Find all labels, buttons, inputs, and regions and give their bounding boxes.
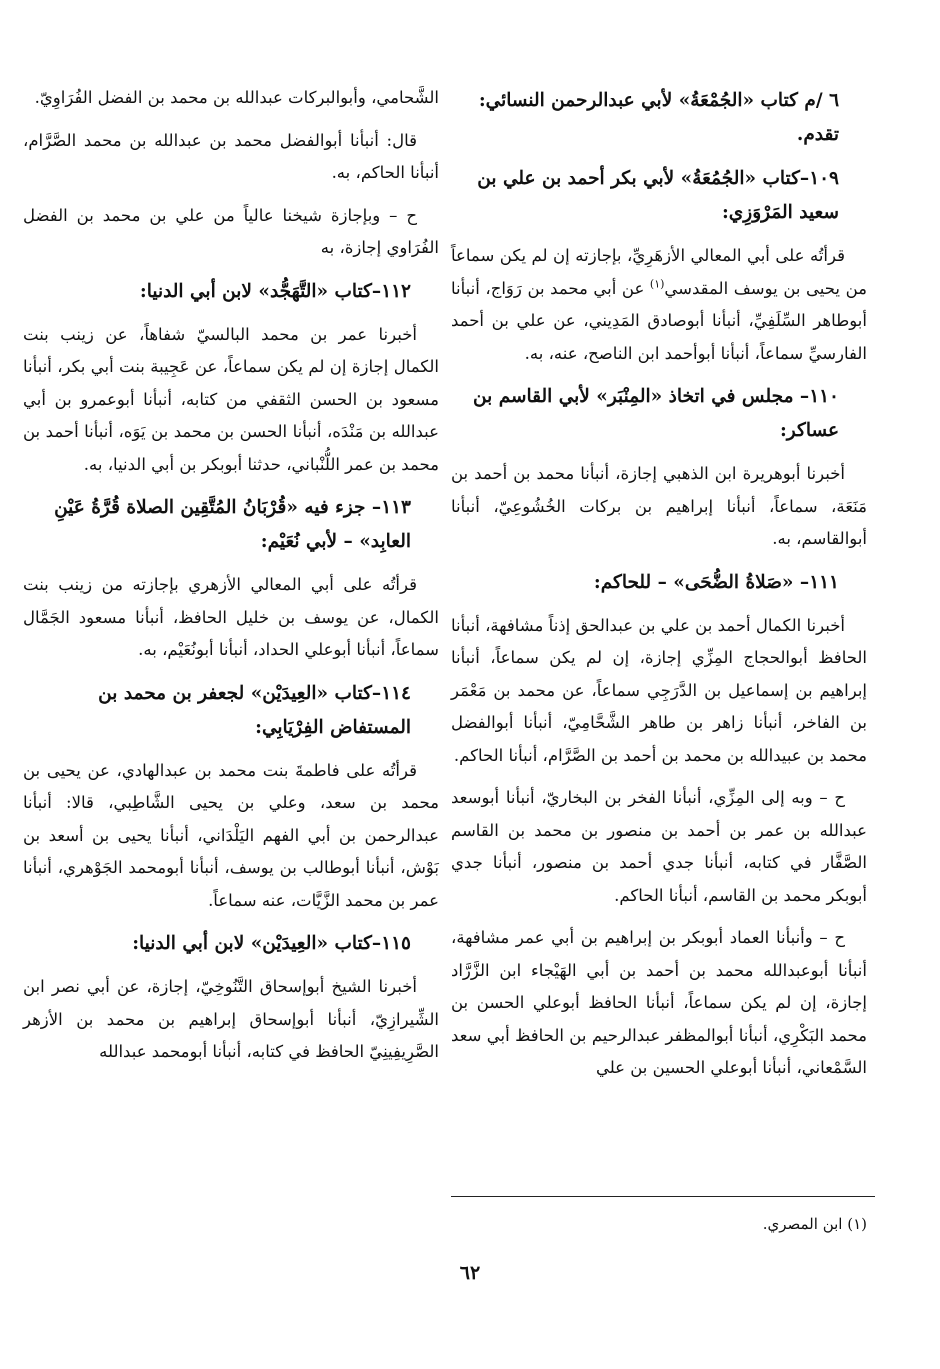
entry-111-text: أخبرنا الكمال أحمد بن علي بن عبدالحق إذناً مشافهة، أنبأنا الحافظ أبوالحجاج المِزِّي إجازة، إن لم يكن سماعاً، أنبأنا إبراهيم بن إسماعيل بن الدَّرَجِي سماعاً، عن محمد بن مَعْمَر بن الفاخر، أنبأنا زاهر بن طاهر الشَّحَّامِيّ، أنبأنا أبوالفضل محمد بن عبيدالله بن محمد بن أحمد بن الصَّرَّام، أنبأنا الحاكم. (451, 615, 867, 765)
left-column (23, 82, 439, 1079)
entry-109-text-a: قرأتُه على أبي المعالي الأزهَرِيِّ، بإجازته إن لم يكن سماعاً من يحيى بن يوسف المقدسي (451, 246, 867, 298)
footnote-divider (451, 1196, 875, 1197)
entry-113-heading: ١١٣– جزء فيه «قُرْبَانُ المُتَّقِين الصلاة قُرَّةُ عَيْنِ العابِد» – لأبي نُعَيْم: (54, 497, 411, 552)
entry-109-text (451, 240, 867, 370)
entry-114-heading: ١١٤–كتاب «العِيدَيْن» لجعفر بن محمد بن المستفاض الفِرْيَابِي: (98, 682, 411, 738)
entry-110-heading: ١١٠– مجلس في اتخاذ «المِنْبَر» لأبي القاسم بن عساكر: (473, 386, 839, 441)
entry-115-heading: ١١٥–كتاب «العِيدَيْن» لابن أبي الدنيا: (132, 933, 411, 954)
right-column (451, 82, 867, 1095)
continued-text: الشَّحامي، وأبوالبركات عبدالله بن محمد بن الفضل الفُرَاوِيّ. (34, 88, 439, 107)
page-number: ٦٢ (459, 1262, 481, 1284)
entry-112-text: أخبرنا عمر بن محمد البالسيّ شفاهاً، عن زينب بنت الكمال إجازة إن لم يكن سماعاً، عن عَجِيبة بنت أبي بكر، أنبأنا مسعود بن الحسن الثقفي من كتابه، أنبأنا أبوعمرو بن أبي عبدالله بن مَنْدَه، أنبأنا الحسن بن محمد بن يَوَه، أنبأنا أحمد بن محمد بن عمر اللُّنْباني، حدثنا أبوبكر بن أبي الدنيا، به. (23, 324, 439, 474)
entry-109-heading: ١٠٩–كتاب «الجُمُعَةُ» لأبي بكر أحمد بن علي بن سعيد المَرْوَزِي: (477, 168, 839, 223)
entry-111-chain-2: ح – وبه إلى المِزِّي، أنبأنا الفخر بن البخاريّ، أنبأنا أبوسعد عبدالله بن عمر بن أحمد بن منصور بن محمد بن القاسم الصَّفَّار في كتابه، أنبأنا جدي أحمد بن منصور، أنبأنا جدي أبوبكر محمد بن القاسم، أنبأنا الحاكم. (451, 788, 867, 905)
entry-6m-heading: ٦ /م كتاب «الجُمْعَةُ» لأبي عبدالرحمن النسائي: تقدم. (478, 90, 839, 145)
footnote: (١) ابن المصري. (762, 1215, 867, 1233)
entry-112-heading: ١١٢–كتاب «التَّهَجُّد» لابن أبي الدنيا: (139, 280, 411, 302)
footnote-marker: (١) (649, 277, 665, 290)
entry-111-chain-3: ح – وأنبأنا العماد أبوبكر بن إبراهيم بن أبي عمر مشافهة، أنبأنا أبوعبدالله محمد بن أحمد بن أبي الهَيْجاء ابن الزَّرَّاد إجازة، إن لم يكن سماعاً، أنبأنا الحافظ أبوعلي الحسن بن محمد البَكْرِي، أنبأنا أبوالمظفر عبدالرحيم بن الحافظ أبي سعد السَّمْعاني، أنبأنا أبوعلي الحسين بن علي (451, 928, 867, 1077)
entry-114-text: قرأتُه على فاطمةَ بنت محمد بن عبدالهادي، عن يحيى بن محمد بن سعد، وعلي بن يحيى الشَّاطِبي، قالا: أنبأنا عبدالرحمن بن أبي الفهم اليَلْدَاني، أنبأنا يحيى بن أسعد بن بَوْش، أنبأنا أبوطالب بن يوسف، أنبأنا أبومحمد الجَوْهري، أنبأنا عمر بن محمد الزَّيَّات، عنه سماعاً. (23, 760, 439, 910)
entry-115-text: أخبرنا الشيخ أبوإسحاق التَّنُوخِيّ، إجازة، عن أبي نصر ابن الشِّيرازِيّ، أنبأنا أبوإسحاق إبراهيم بن محمد بن الأزهر الصَّرِيفِينِيّ الحافظ في كتابه، أنبأنا أبومحمد عبدالله (23, 977, 439, 1061)
entry-110-text: أخبرنا أبوهريرة ابن الذهبي إجازة، أنبأنا محمد بن أحمد بن مَنَعَة، سماعاً، أنبأنا إبراهيم بن بركات الخُشُوعِيّ، أنبأنا أبوالقاسم، به. (451, 464, 867, 548)
ha-text: ح – وبإجازة شيخنا عالياً من علي بن محمد بن الفضل الفُرَاوي إجازة، به (23, 205, 439, 257)
entry-113-text: قرأتُه على أبي المعالي الأزهري بإجازته من زينب بنت الكمال، عن يوسف بن خليل الحافظ، أنبأنا مسعود الجَمَّال سماعاً، أنبأنا أبوعلي الحداد، أنبأنا أبونُعَيْم، به. (23, 575, 439, 659)
entry-111-heading: ١١١– «صَلاةُ الضُّحَى» – للحاكم: (593, 571, 839, 593)
entry-109-text-b: عن أبي محمد بن رَوَاج، أنبأنا أبوطاهر السِّلَفِيِّ، أنبأنا أبوصادق المَدِيني، عن علي بن أحمد الفارسيِّ سماعاً، أنبأنا أبوأحمد ابن الناصح، عنه، به. (451, 278, 867, 363)
qal-text: قال: أنبأنا أبوالفضل محمد بن عبدالله بن محمد الصَّرَّام، أنبأنا الحاكم، به. (23, 130, 439, 182)
